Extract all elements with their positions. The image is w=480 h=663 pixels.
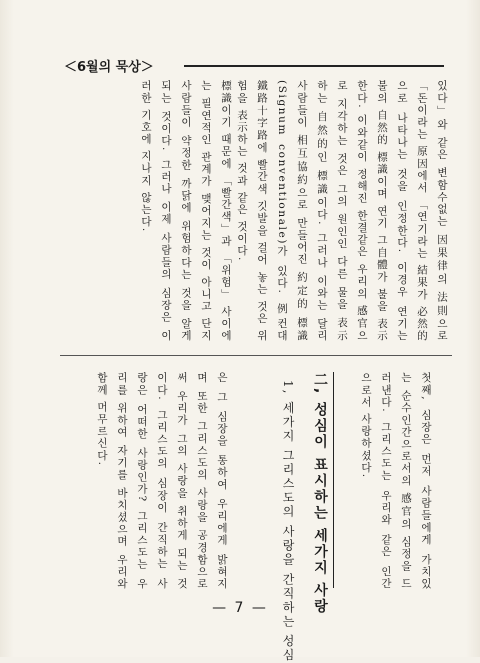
lower-left-column xyxy=(60,372,232,590)
heading-block xyxy=(240,372,334,663)
upper-left-column xyxy=(60,80,236,342)
running-head xyxy=(64,56,444,74)
upper-left-paragraph: 標識이기 때문에 「빨간색」과 「위험」 사이에는 필연적인 관계가 맺어지는 것이 아니고 단지 사람들이 약정한 까닭에 위험하다는 것을 알게 되는 것이다. 그러나 이제 사람들의 심장은 이러한 기호에 지나지 않는다. xyxy=(140,80,232,342)
page-number: — 7 — xyxy=(212,600,268,616)
lower-right-column xyxy=(336,372,436,590)
upper-right-column xyxy=(236,80,452,342)
lower-right-paragraph: 첫째, 심장은 먼저 사람들에게 가치있는 순수인간으로서의 感官의 심정을 드러낸다. 그리스도는 우리와 같은 인간으로서 사랑하셨다. xyxy=(360,372,432,590)
upper-right-paragraph: 있다」와 같은 변함수없는 因果律의 法則으로「돈이라는 原因에서 「연기라는 結果가 必然的으로 나타나는 것을 인정한다. 이경우 연기는 불의 自然的 標識이며 연기 그自體가 불을 表示한다. 이와같이 정해진 한결같은 우리의 感官으로 지각하는 것은 그의 원인인 다른 물을 表示하는 自然的인 標識이다. 그러나 이와는 달리 사람들이 相互協約으로 만들어진 約定的 標識(Signum conventionale)가 있다. 例컨대 鐵路十字路에 빨간색 깃발을 걸어 놓는 것은 위험을 表示하는 것과 같은 것이다. xyxy=(236,80,448,342)
section-divider xyxy=(60,355,452,356)
running-head-title: ＜6월의 묵상＞ xyxy=(64,56,160,75)
lower-left-paragraph: 은 그 심장을 통하여 우리에게 밝혀지며 또한 그리스도의 사랑을 공경함으로써 우리가 그의 사랑을 취하게 되는 것이다. 그리스도의 심장이 간직하는 사랑은 어떠한 사랑인가? 그리스도는 우리를 위하여 자기를 바치셨으며 우리와 함께 머무르신다. xyxy=(96,372,228,590)
section-heading: 二, 성심이 표시하는 세가지 사랑 xyxy=(309,372,334,588)
sub-heading: 1, 세가지 그리스도의 사랑을 간직하는 성심 xyxy=(281,380,295,663)
running-head-rule xyxy=(184,65,444,67)
